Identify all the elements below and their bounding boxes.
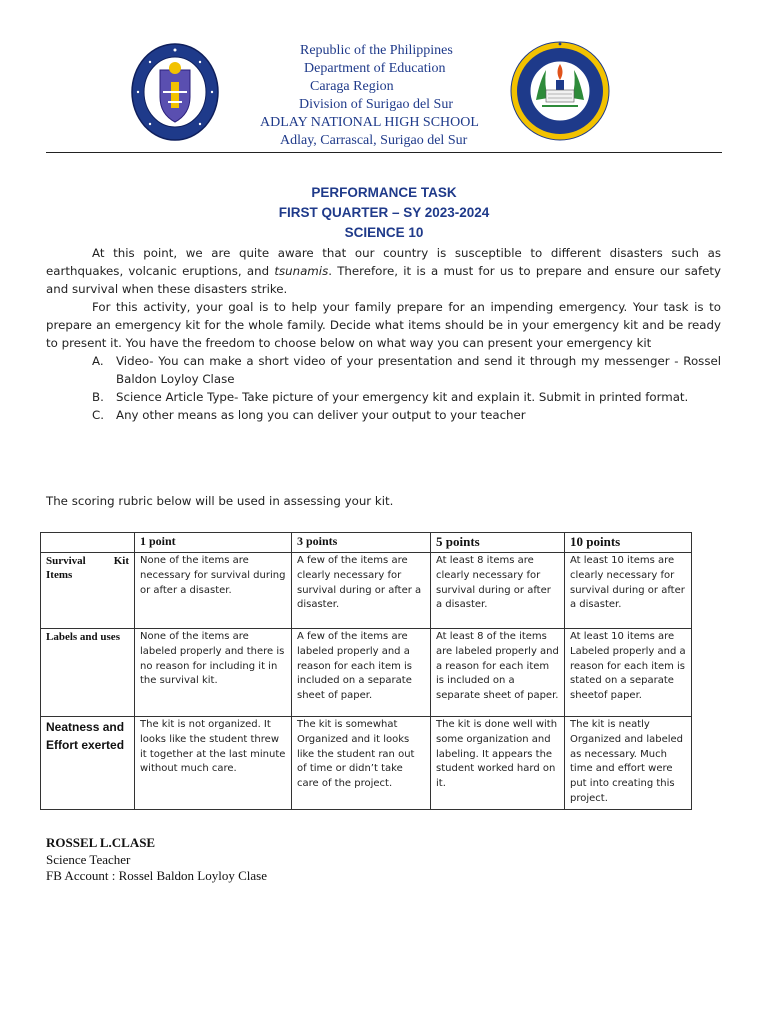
list-item [46,406,721,424]
letterhead [0,38,768,152]
paragraph-intro-a: At this point, we are quite aware that our country is susceptible to different disasters such as earthquakes, volcanic eruptions, and [46,246,721,278]
rubric-intro: The scoring rubric below will be used in assessing your kit. [46,494,394,508]
table-cell: A few of the items are clearly necessary for survival during or after a disaster. [292,553,431,629]
criterion-cell [41,717,135,810]
column-header: 3 points [292,533,431,553]
column-header: 10 points [565,533,692,553]
instructions [46,244,721,424]
table-cell: The kit is not organized. It looks like the student threw it together at the last minute without much care. [135,717,292,810]
school-name: ADLAY NATIONAL HIGH SCHOOL [260,115,479,130]
header-line: Division of Surigao del Sur [299,97,453,112]
criterion-cell [41,629,135,717]
title-subject: SCIENCE 10 [344,225,424,240]
deped-seal-icon [130,42,220,142]
header-divider [46,152,722,153]
table-header-row [41,533,692,553]
header-line: Republic of the Philippines [300,43,453,58]
table-cell: At least 10 items are clearly necessary for survival during or after a disaster. [565,553,692,629]
header-line: Department of Education [304,61,446,76]
column-header: 5 points [431,533,565,553]
option-text: Science Article Type- Take picture of your emergency kit and explain it. Submit in printed format. [116,390,689,404]
table-row [41,629,692,717]
letterhead-text [240,42,530,150]
header-line: Caraga Region [310,79,394,94]
criterion-cell [41,553,135,629]
paragraph-task: For this activity, your goal is to help your family prepare for an impending emergency. Your task is to prepare an emergency kit for the whole family. Decide what items should be in your emergency kit and be ready to present it. You have the freedom to choose below on what way you can present your emergency kit [46,300,721,350]
table-cell: The kit is somewhat Organized and it looks like the student ran out of time or didn’t take care of the project. [292,717,431,810]
option-letter: C. [92,408,104,422]
option-letter: B. [92,390,104,404]
table-cell: The kit is done well with some organization and labeling. It appears the student worked hard on it. [431,717,565,810]
table-cell: The kit is neatly Organized and labeled as necessary. Much time and effort were put into creating this project. [565,717,692,810]
option-text: Any other means as long you can deliver your output to your teacher [116,408,526,422]
table-cell: None of the items are necessary for survival during or after a disaster. [135,553,292,629]
table-cell: A few of the items are labeled properly and a reason for each item is included on a separate sheet of paper. [292,629,431,717]
column-header: 1 point [135,533,292,553]
teacher-name: ROSSEL L.CLASE [46,835,156,850]
list-item [46,388,721,406]
school-seal-icon [510,40,610,142]
paragraph-intro-italic: tsunamis [274,264,329,278]
criterion-label: Neatness and Effort exerted [46,720,125,752]
title-quarter: FIRST QUARTER – SY 2023-2024 [278,205,490,220]
teacher-role: Science Teacher [46,851,131,867]
facebook-account: FB Account : Rossel Baldon Loyloy Clase [46,868,267,883]
table-cell: At least 8 items are clearly necessary for survival during or after a disaster. [431,553,565,629]
option-letter: A. [92,354,104,368]
table-row [41,553,692,629]
criterion-label: Labels and uses [46,631,120,643]
table-cell: None of the items are labeled properly and there is no reason for including it in the survival kit. [135,629,292,717]
scoring-rubric-table [40,532,692,810]
signature-block [46,835,267,885]
table-cell: At least 10 items are Labeled properly and a reason for each item is stated on a separate sheetof paper. [565,629,692,717]
title-block [0,183,768,243]
table-cell: At least 8 of the items are labeled properly and a reason for each item is included on a separate sheet of paper. [431,629,565,717]
column-header [41,533,135,553]
options-list [46,352,721,424]
table-row [41,717,692,810]
list-item [46,352,721,388]
school-address: Adlay, Carrascal, Surigao del Sur [280,133,468,148]
criterion-label: Survival Kit Items [46,555,129,581]
paragraph-intro [46,244,721,298]
title-task: PERFORMANCE TASK [311,185,457,200]
paragraph-intro-b: . Therefore, it is a must for us to prepare and ensure our safety and survival when these disasters strike. [46,264,722,296]
option-text: Video- You can make a short video of your presentation and send it through my messenger - Rossel Baldon Loyloy Clase [116,354,721,386]
